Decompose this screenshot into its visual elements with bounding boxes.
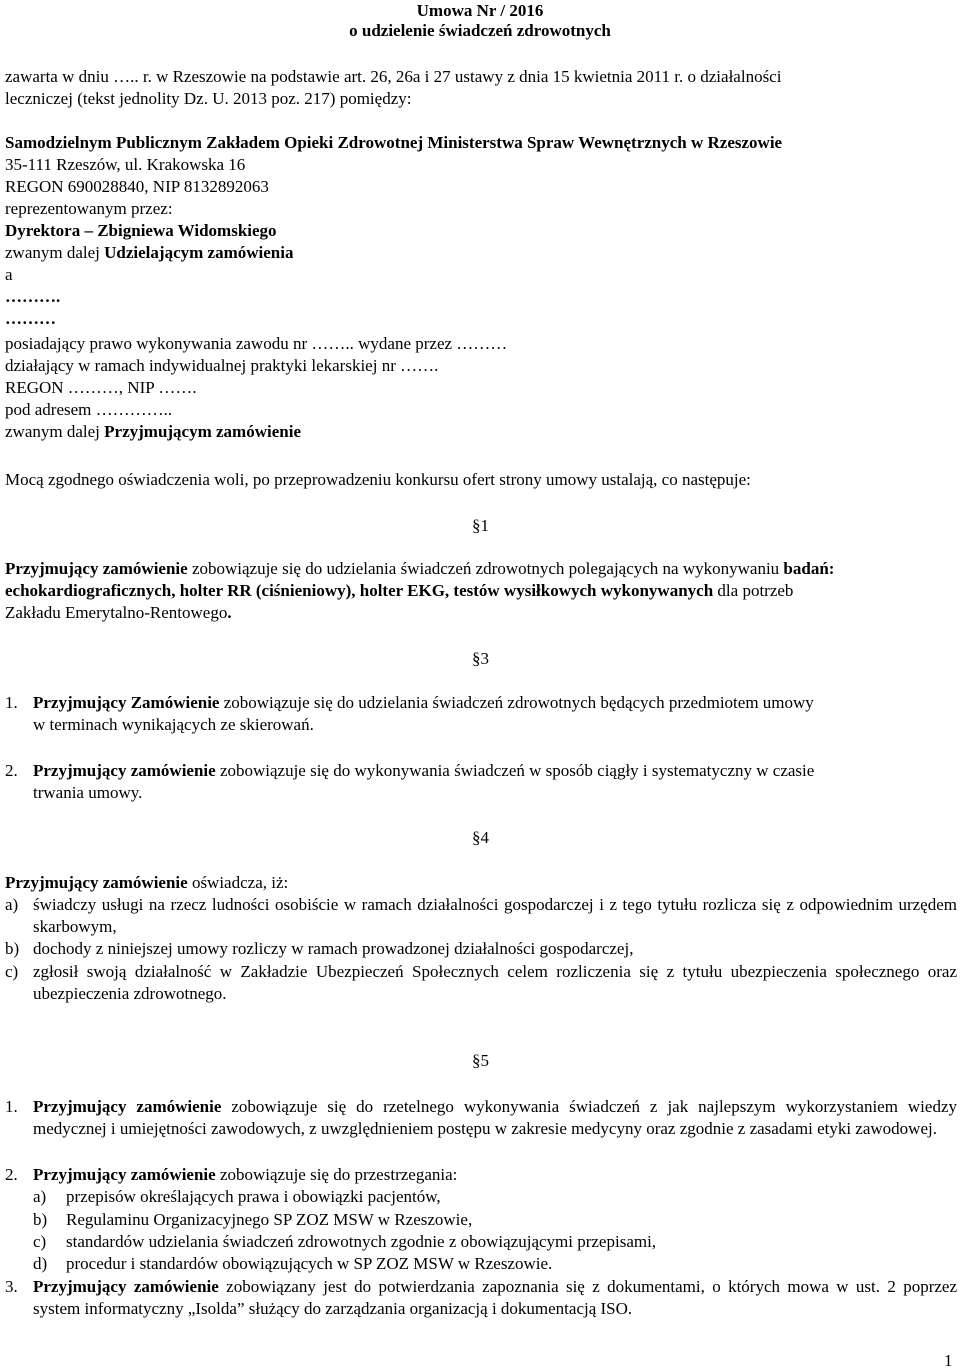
section-3-p1-role: Przyjmujący Zamówienie <box>33 693 220 712</box>
section-3-p1-line-2: w terminach wynikających ze skierowań. <box>33 715 314 734</box>
section-1-role: Przyjmujący zamówienie <box>5 559 188 578</box>
document-title: Umowa Nr / 2016 <box>416 1 544 20</box>
section-5-p3 <box>33 1276 957 1320</box>
section-5-p1-text: zobowiązuje się do rzetelnego wykonywania świadczeń z jak najlepszym wykorzystaniem wiedzy medycznej i umiejętności zawodowych, z uwzględnieniem postępu w zakresie medycyny oraz zgodnie z zasadami etyki zawodowej. <box>33 1097 957 1138</box>
party2-called-prefix: zwanym dalej <box>5 422 105 441</box>
section-5-item-c-label: c) <box>33 1232 47 1251</box>
section-5-item-d-label: d) <box>33 1254 48 1273</box>
section-1-heading: §1 <box>472 516 489 535</box>
section-5-p3-num: 3. <box>5 1277 18 1296</box>
section-3-p2-text: zobowiązuje się do wykonywania świadczeń w sposób ciągły i systematyczny w czasie <box>215 761 815 780</box>
section-1-bold-b: echokardiograficznych, holter RR (ciśnieniowy), holter EKG, testów wysiłkowych wykonywanych <box>5 581 714 600</box>
party2-ids: REGON ………, NIP ……. <box>5 378 197 397</box>
party1-called-role: Udzielającym zamówienia <box>104 243 294 262</box>
section-5-item-a-text: przepisów określających prawa i obowiązki pacjentów, <box>66 1187 441 1206</box>
section-3-heading: §3 <box>472 649 489 668</box>
page-number: 1 <box>944 1351 953 1370</box>
section-5-p1 <box>33 1096 957 1140</box>
section-4-c-label: c) <box>5 962 19 981</box>
section-3-p1-text: zobowiązuje się do udzielania świadczeń zdrowotnych będących przedmiotem umowy <box>219 693 814 712</box>
section-3-p2-line-2: trwania umowy. <box>33 783 143 802</box>
party1-director: Dyrektora – Zbigniewa Widomskiego <box>5 221 277 240</box>
section-3-p2-role: Przyjmujący zamówienie <box>33 761 216 780</box>
party2-address: pod adresem ………….. <box>5 400 173 419</box>
section-4-b-text: dochody z niniejszej umowy rozliczy w ramach prowadzonej działalności gospodarczej, <box>33 939 634 958</box>
section-3-p2-num: 2. <box>5 761 18 780</box>
section-3-p2 <box>33 760 814 782</box>
party1-address: 35-111 Rzeszów, ul. Krakowska 16 <box>5 155 246 174</box>
preamble: Mocą zgodnego oświadczenia woli, po przeprowadzeniu konkursu ofert strony umowy ustalają, co następuje: <box>5 470 751 489</box>
section-4-a-label: a) <box>5 895 19 914</box>
party1-represented: reprezentowanym przez: <box>5 199 173 218</box>
section-1-text-c: Zakładu Emerytalno-Rentowego <box>5 603 228 622</box>
section-4-text: oświadcza, iż: <box>187 873 289 892</box>
section-1-line-1 <box>5 558 834 580</box>
section-5-item-b-text: Regulaminu Organizacyjnego SP ZOZ MSW w Rzeszowie, <box>66 1210 473 1229</box>
section-5-heading: §5 <box>472 1051 489 1070</box>
intro-line-2: leczniczej (tekst jednolity Dz. U. 2013 poz. 217) pomiędzy: <box>5 89 412 108</box>
section-5-p3-text: zobowiązany jest do potwierdzania zapoznania się z dokumentami, o których mowa w ust. 2 poprzez system informatyczny „Isolda” służący do zarządzania organizacją i dokumentacją ISO. <box>33 1277 957 1318</box>
section-5-item-c-text: standardów udzielania świadczeń zdrowotnych zgodnie z obowiązującymi przepisami, <box>66 1232 657 1251</box>
section-4-b-label: b) <box>5 939 20 958</box>
party1-called <box>5 242 293 264</box>
section-5-p1-num: 1. <box>5 1097 18 1116</box>
party1-name: Samodzielnym Publicznym Zakładem Opieki Zdrowotnej Ministerstwa Spraw Wewnętrznych w Rzeszowie <box>5 133 783 152</box>
section-5-p3-role: Przyjmujący zamówienie <box>33 1277 219 1296</box>
party2-practice: działający w ramach indywidualnej praktyki lekarskiej nr ……. <box>5 356 439 375</box>
section-5-p2-num: 2. <box>5 1165 18 1184</box>
party2-dots-2: ……… <box>5 309 56 328</box>
party1-called-prefix: zwanym dalej <box>5 243 105 262</box>
party2-called-role: Przyjmującym zamówienie <box>104 422 301 441</box>
section-1-line-3 <box>5 602 232 624</box>
section-1-text-b: dla potrzeb <box>713 581 794 600</box>
section-1-line-2 <box>5 580 793 602</box>
section-3-p1-num: 1. <box>5 693 18 712</box>
section-1-text-d: . <box>227 603 232 622</box>
section-4-role: Przyjmujący zamówienie <box>5 873 188 892</box>
section-5-p2 <box>33 1164 457 1186</box>
section-5-p1-role: Przyjmujący zamówienie <box>33 1097 222 1116</box>
section-4-a-text: świadczy usługi na rzecz ludności osobiście w ramach działalności gospodarczej i z tego tytułu rozlicza się z odpowiednim urzędem skarbowym, <box>33 895 957 936</box>
document-subtitle: o udzielenie świadczeń zdrowotnych <box>349 21 611 40</box>
party-conjunction: a <box>5 265 13 284</box>
section-4-heading: §4 <box>472 828 489 847</box>
section-3-p1 <box>33 692 814 714</box>
section-1-bold-a: badań: <box>783 559 835 578</box>
section-5-p2-text: zobowiązuje się do przestrzegania: <box>215 1165 458 1184</box>
section-5-item-b-label: b) <box>33 1210 48 1229</box>
section-5-item-a-label: a) <box>33 1187 47 1206</box>
section-5-p2-role: Przyjmujący zamówienie <box>33 1165 216 1184</box>
section-5-item-d-text: procedur i standardów obowiązujących w SP ZOZ MSW w Rzeszowie. <box>66 1254 553 1273</box>
section-1-text-a: zobowiązuje się do udzielania świadczeń zdrowotnych polegających na wykonywaniu <box>187 559 784 578</box>
section-4-c-text: zgłosił swoją działalność w Zakładzie Ubezpieczeń Społecznych celem rozliczenia się z tytułu ubezpieczenia społecznego oraz ubezpieczenia zdrowotnego. <box>33 962 957 1003</box>
section-4-intro <box>5 872 288 894</box>
party1-ids: REGON 690028840, NIP 8132892063 <box>5 177 269 196</box>
intro-line-1: zawarta w dniu ….. r. w Rzeszowie na podstawie art. 26, 26a i 27 ustawy z dnia 15 kwietnia 2011 r. o działalności <box>5 67 782 86</box>
party2-called <box>5 421 301 443</box>
party2-dots-1: ………. <box>5 287 61 306</box>
party2-license: posiadający prawo wykonywania zawodu nr …….. wydane przez ……… <box>5 334 508 353</box>
